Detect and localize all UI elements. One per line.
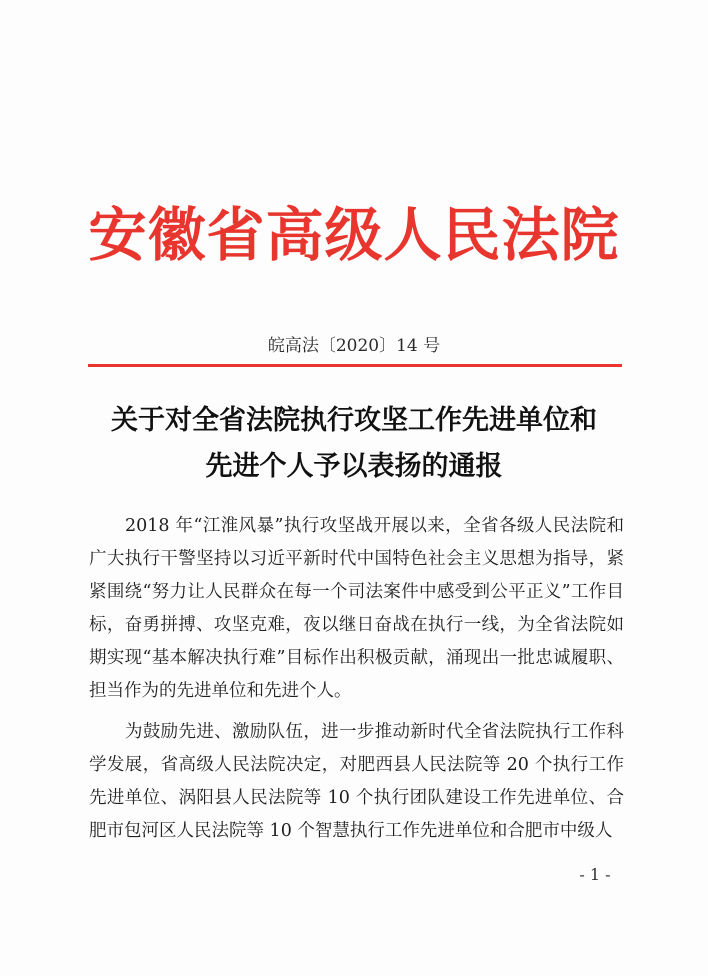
issuing-organization-title: 安徽省高级人民法院 [88,201,620,269]
document-heading [0,398,708,490]
document-heading-line-1: 关于对全省法院执行攻坚工作先进单位和 [111,405,597,436]
red-separator-line [88,364,622,367]
body-paragraph-2: 为鼓励先进、激励队伍，进一步推动新时代全省法院执行工作科学发展，省高级人民法院决定，对肥西县人民法院等 20 个执行工作先进单位、涡阳县人民法院等 10 个执行团队建设工作先进单位、合肥市包河区人民法院等 10 个智慧执行工作先进单位和合肥市中级人 [89,722,624,841]
document-number: 皖高法〔2020〕14 号 [267,336,441,356]
document-heading-line-2: 先进个人予以表扬的通报 [205,451,503,482]
page-number: - 1 - [579,865,611,884]
body-paragraph-1: 2018 年“江淮风暴”执行攻坚战开展以来，全省各级人民法院和广大执行干警坚持以习近平新时代中国特色社会主义思想为指导，紧紧围绕“努力让人民群众在每一个司法案件中感受到公平正义”工作目标，奋勇拼搏、攻坚克难，夜以继日奋战在执行一线，为全省法院如期实现“基本解决执行难”目标作出积极贡献，涌现出一批忠诚履职、担当作为的先进单位和先进个人。 [89,516,624,701]
document-body [89,510,624,856]
